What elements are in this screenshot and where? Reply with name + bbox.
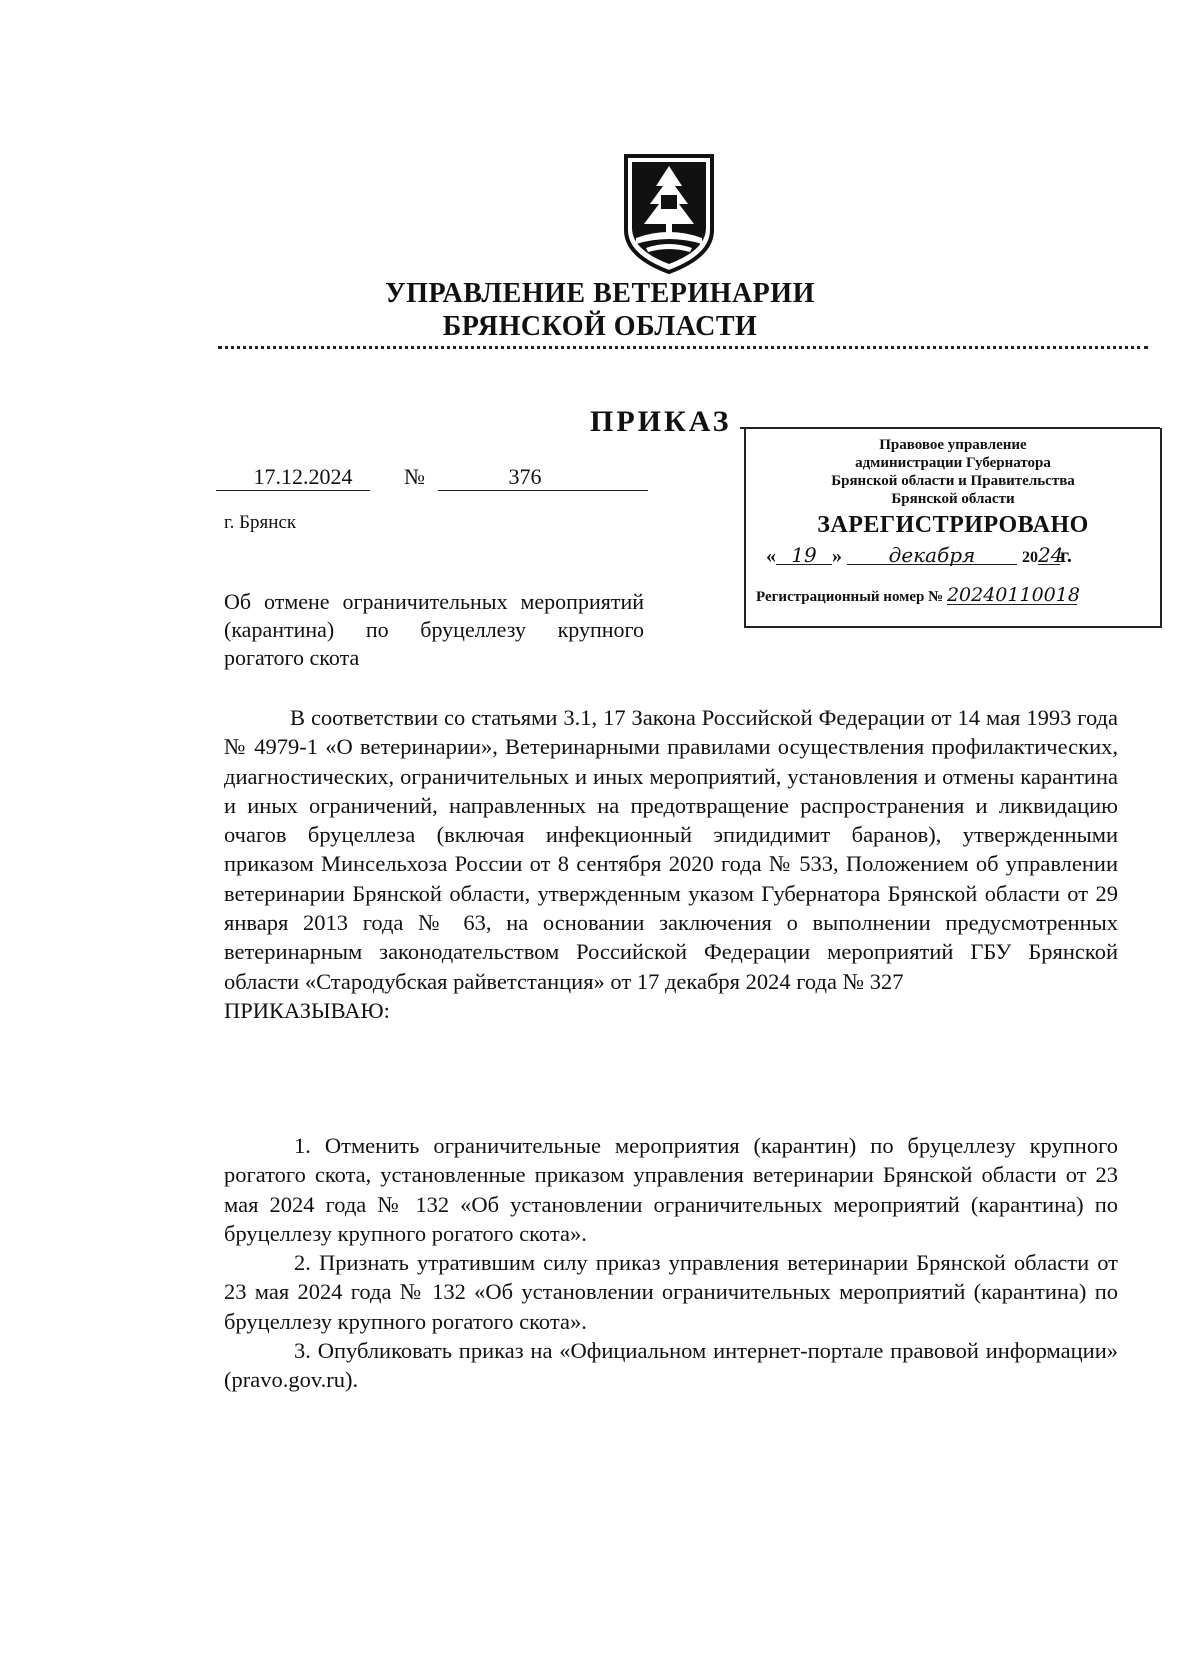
preamble [224,703,1118,1025]
organization-name-line1: УПРАВЛЕНИЕ ВЕТЕРИНАРИИ [385,278,815,309]
stamp-line4: Брянской области [891,491,1015,507]
stamp-open-quote: « [766,545,776,567]
stamp-line2: администрации Губернатора [855,455,1051,471]
stamp-day: 19 [776,546,832,565]
order-items [224,1131,1118,1395]
registration-stamp [744,428,1162,628]
number-sign: № [404,464,425,489]
stamp-month: декабря [847,546,1017,565]
stamp-year-unit: г. [1060,545,1072,567]
list-item: 1. Отменить ограничительные мероприятия (карантин) по бруцеллезу крупного рогатого скота, установленные приказом управления ветеринарии Брянской области от 23 мая 2024 года № 132 «Об установлении ограничительных мероприятий (карантина) по бруцеллезу крупного рогатого скота». [224,1133,1118,1246]
stamp-year-prefix: 20 [1022,549,1038,566]
stamp-year-suffix: 24 [1038,543,1064,567]
stamp-reg-number: 20240110018 [946,584,1080,606]
document-title: ПРИКАЗ [590,405,732,438]
stamp-line1: Правовое управление [879,437,1027,453]
list-item: 3. Опубликовать приказ на «Официальном интернет-портале правовой информации» (pravo.gov.ru). [224,1338,1118,1393]
order-subject: Об отмене ограничительных мероприятий (карантина) по бруцеллезу крупного рогатого скота [224,589,644,670]
stamp-reg-label: Регистрационный номер № [756,589,944,605]
header-divider [218,346,1148,349]
organization-name-line2: БРЯНСКОЙ ОБЛАСТИ [442,311,758,342]
city: г. Брянск [224,512,297,533]
order-number: 376 [438,464,648,491]
stamp-close-quote: » [832,545,842,567]
order-word: ПРИКАЗЫВАЮ: [224,997,390,1023]
stamp-date [746,543,1160,576]
stamp-line3: Брянской области и Правительства [831,473,1075,489]
preamble-text: В соответствии со статьями 3.1, 17 Закона Российской Федерации от 14 мая 1993 года № 4979-1 «О ветеринарии», Ветеринарными правилами осуществления профилактических, диагностических, ограничительных и иных мероприятий, установления и отмены карантина и иных ограничений, направленных на предотвращение распространения и ликвидацию очагов бруцеллеза (включая инфекционный эпидидимит баранов), утвержденными приказом Минсельхоза России от 8 сентября 2020 года № 533, Положением об управлении ветеринарии Брянской области, утвержденным указом Губернатора Брянской области от 29 января 2013 года № 63, на основании заключения о выполнении предусмотренных ветеринарным законодательством Российской Федерации мероприятий ГБУ Брянской области «Стародубская райветстанция» от 17 декабря 2024 года № 327 [224,705,1118,994]
stamp-reg-row [746,586,1160,606]
list-item: 2. Признать утратившим силу приказ управления ветеринарии Брянской области от 23 мая 2024 года № 132 «Об установлении ограничительных мероприятий (карантина) по бруцеллезу крупного рогатого скота». [224,1250,1118,1334]
stamp-registered: ЗАРЕГИСТРИРОВАНО [817,512,1089,538]
coat-of-arms-icon [622,152,716,276]
order-date: 17.12.2024 [216,464,370,491]
